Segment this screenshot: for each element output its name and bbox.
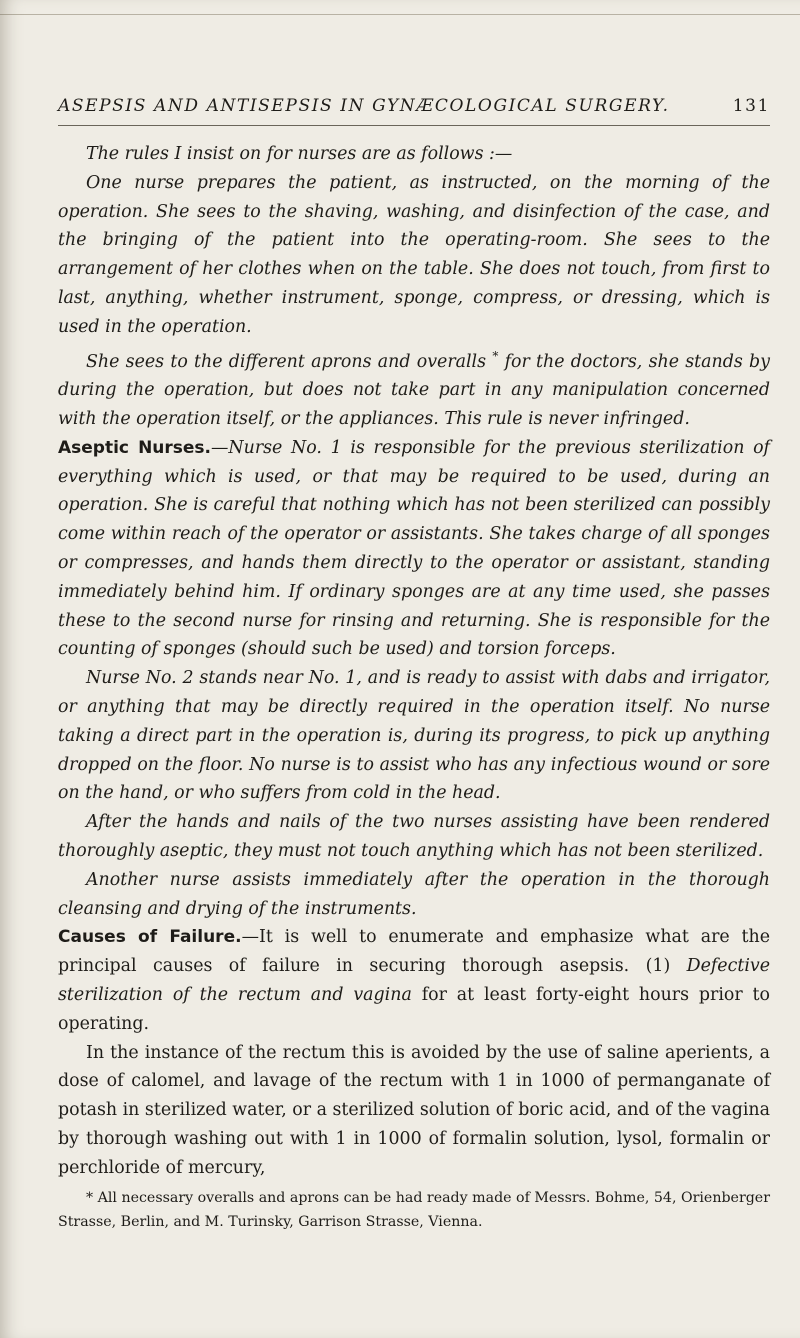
intro-paragraph: The rules I insist on for nurses are as follows :— <box>86 144 513 164</box>
header-rule <box>58 125 770 126</box>
footnote-reference: * <box>492 348 499 363</box>
causes-text: —It is well to enumerate and emphasize what are the principal causes of failure in securing thorough asepsis. <box>58 927 770 977</box>
aprons-text-continued: for the doctors, she stands by during the operation, but does not take part in any manipulation concerned with the operation itself, or the appliances. This rule is never infringed. <box>58 351 770 429</box>
paragraph-aprons <box>58 342 770 434</box>
paragraph-after-hands: After the hands and nails of the two nurses assisting have been rendered thoroughly aseptic, they must not touch anything which has not been sterilized. <box>58 812 770 861</box>
page-body <box>58 140 770 1234</box>
paragraph-prepares-patient: One nurse prepares the patient, as instructed, on the morning of the operation. She sees to the shaving, washing, and disinfection of the case, and the bringing of the patient into the operating-room. She sees to the arrangement of her clothes when on the table. She does not touch, from first to last, anything, whether instrument, sponge, compress, or dressing, which is used in the operation. <box>58 172 770 337</box>
paragraph-causes-of-failure <box>58 923 770 1038</box>
aseptic-nurses-text: —Nurse No. 1 is responsible for the previous sterilization of everything which is used, or that may be required to be used, during an operation. She is careful that nothing which has not been sterilized can possibly come within reach of the operator or assistants. She takes charge of all sponges or compresses, and hands them directly to the operator or assistant, standing immediately behind him. If ordinary sponges are at any time used, she passes these to the second nurse for rinsing and returning. She is responsible for the counting of sponges (should such be used) and torsion forceps. <box>58 437 770 660</box>
footnote-text: All necessary overalls and aprons can be had ready made of Messrs. Bohme, 54, Orienberger Strasse, Berlin, and M. Turinsky, Garrison Strasse, Vienna. <box>58 1190 770 1231</box>
page-number: 131 <box>732 96 770 116</box>
running-title: ASEPSIS AND ANTISEPSIS IN GYNÆCOLOGICAL SURGERY. <box>58 96 670 116</box>
paragraph-aseptic-nurses <box>58 434 770 664</box>
paragraph-another-nurse: Another nurse assists immediately after the operation in the thorough cleansing and drying of the instruments. <box>58 869 770 919</box>
paragraph-nurse-two: Nurse No. 2 stands near No. 1, and is ready to assist with dabs and irrigator, or anything that may be directly required in the operation itself. No nurse taking a direct part in the operation is, during its progress, to pick up anything dropped on the floor. No nurse is to assist who has any infectious wound or sore on the hand, or who suffers from cold in the head. <box>58 668 770 804</box>
heading-causes-of-failure: Causes of Failure. <box>58 927 242 948</box>
running-header <box>58 92 770 126</box>
heading-aseptic-nurses: Aseptic Nurses. <box>58 437 212 458</box>
causes-italic: Defective sterilization of the rectum and vagina <box>58 956 771 1005</box>
top-rule <box>0 14 800 15</box>
causes-number: (1) <box>645 956 671 977</box>
aprons-text: She sees to the different aprons and overalls <box>86 351 487 372</box>
footnote-mark: * <box>86 1190 94 1207</box>
footnote <box>58 1186 770 1234</box>
paragraph-rectum: In the instance of the rectum this is avoided by the use of saline aperients, a dose of calomel, and lavage of the rectum with 1 in 1000 of permanganate of potash in sterilized water, or a sterilized solution of boric acid, and of the vagina by thorough washing out with 1 in 1000 of formalin solution, lysol, formalin or perchloride of mercury, <box>58 1042 770 1178</box>
causes-rest: for at least forty-eight hours prior to operating. <box>58 984 770 1034</box>
